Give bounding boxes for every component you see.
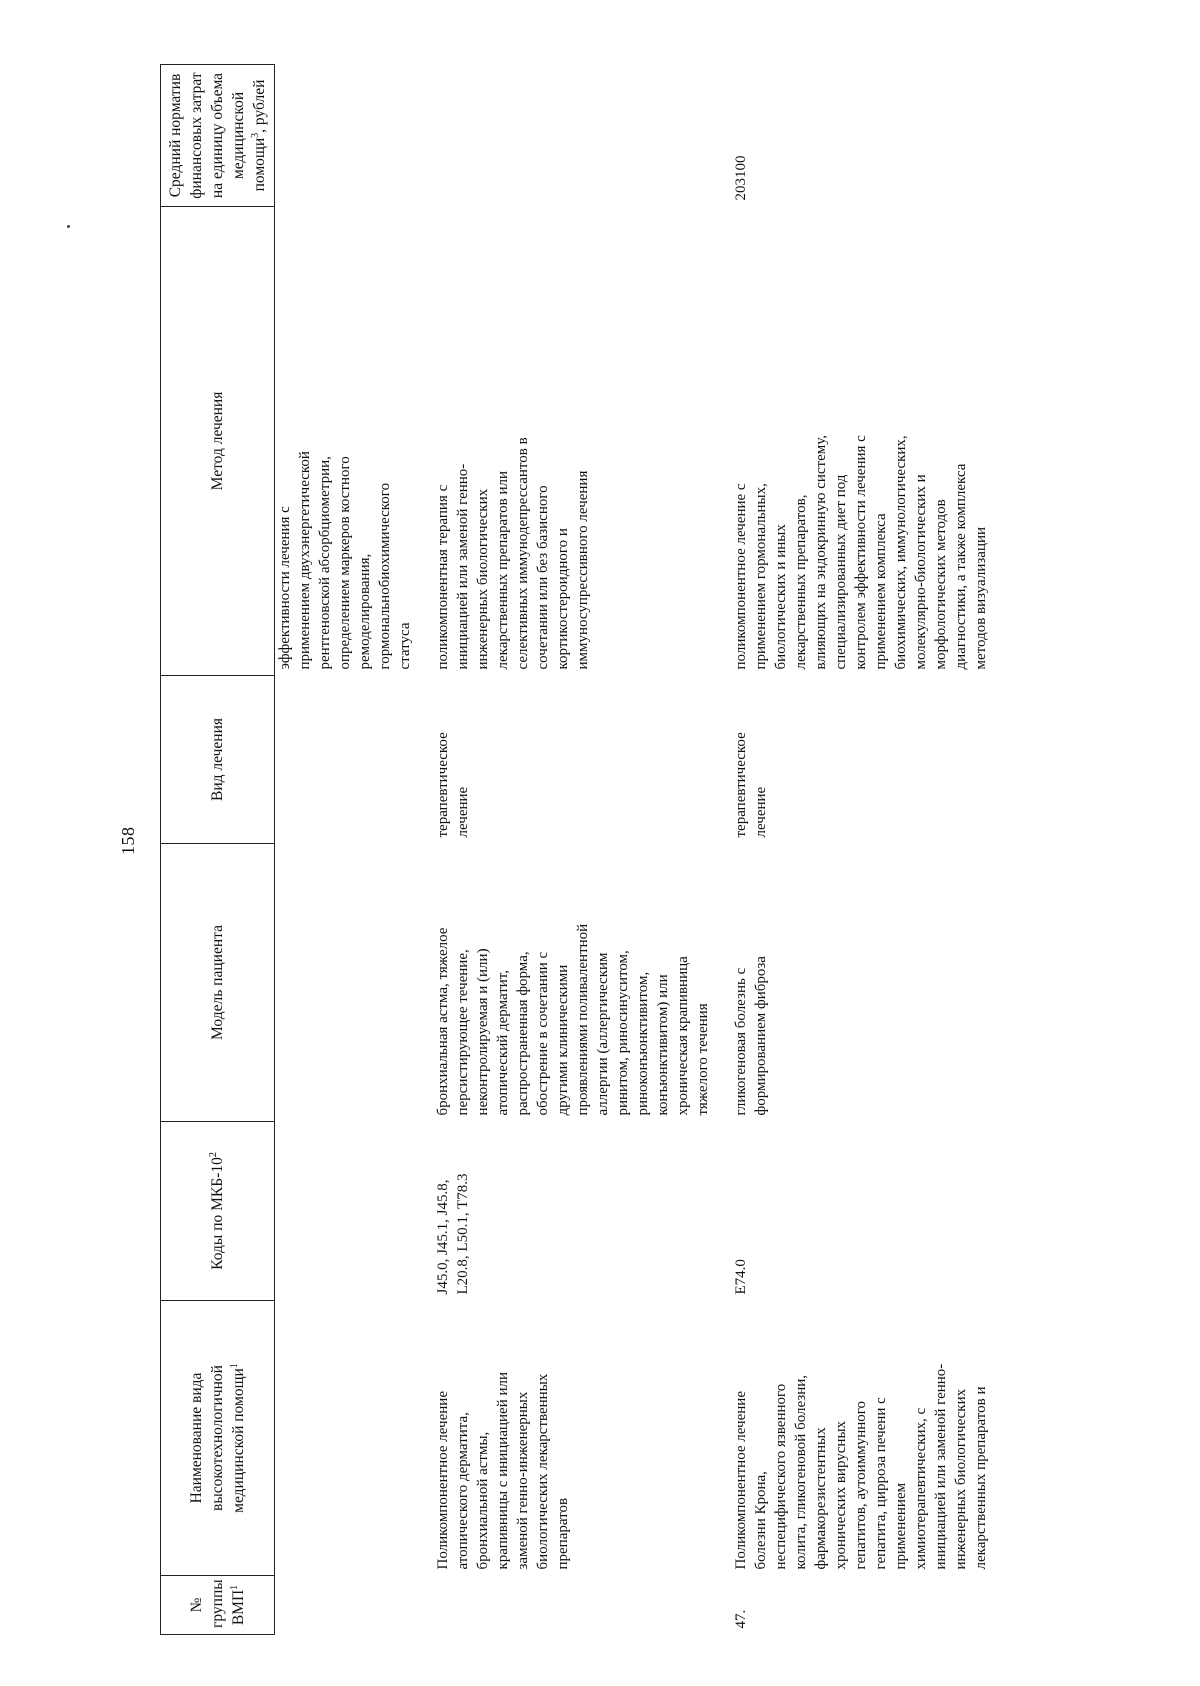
table-row <box>275 65 416 1635</box>
header-icd-codes: Коды по МКБ-$10^2$ <box>161 1122 275 1301</box>
row-1-number <box>275 1576 416 1635</box>
vmp-table <box>160 64 991 1635</box>
row-spacer <box>713 65 731 1635</box>
page-number: 158 <box>118 826 138 855</box>
row-2-codes: J45.0, J45.1, J45.8, L20.8, L50.1, T78.3 <box>435 1173 471 1295</box>
row-3-method: поликомпонентное лечение с применением гормональных, биологических и иных лекарственных препаратов, влияющих на эндокринную систему, специализированных диет под контролем эффективности лечения с применением комплекса биохимических, иммунологических, молекулярно-биологических и морфологических методов диагностики, а также комплекса методов визуализации <box>733 435 989 670</box>
row-2-cost <box>433 65 713 207</box>
table-row <box>731 65 991 1635</box>
row-2-name: Поликомпонентное лечение атопического дерматита, бронхиальной астмы, крапивницы с инициацией или заменой генно-инженерных биологических лекарственных препаратов <box>435 1371 571 1570</box>
row-1-method: эффективности лечения с применением двухэнергетической рентгеновской абсорбциометрии, определением маркеров костного ремоделирования, гормональнобиохимического статуса <box>277 451 413 670</box>
row-spacer <box>415 65 433 1635</box>
header-treatment-type: Вид лечения <box>161 676 275 844</box>
table-header-row <box>161 65 275 1635</box>
scan-speck <box>67 225 70 228</box>
header-cost-standard: Средний норматив финансовых затрат на единицу объема медицинской помощи$^3$, рублей <box>161 65 275 207</box>
row-3-patient-model: гликогеновая болезнь с формированием фиброза <box>733 956 769 1116</box>
header-care-name: Наименование вида высокотехнологичной медицинской помощи$^1$ <box>161 1301 275 1576</box>
header-treatment-method: Метод лечения <box>161 207 275 676</box>
row-2-treatment-type: терапевтическое лечение <box>435 732 471 838</box>
header-patient-model: Модель пациента <box>161 844 275 1122</box>
row-1-codes <box>275 1122 416 1301</box>
row-1-treatment-type <box>275 676 416 844</box>
row-1-name <box>275 1301 416 1576</box>
row-3-treatment-type: терапевтическое лечение <box>733 732 769 838</box>
row-2-patient-model: бронхиальная астма, тяжелое персистирующее течение, неконтролируемая и (или) атопический дерматит, распространенная форма, обострение в сочетании с другими клиническими проявлениями поливалентной аллергии (аллергическим ринитом, риносинуситом, риноконъюнктивитом, конъюнктивитом) или хроническая крапивница тяжелого течения <box>435 923 711 1116</box>
rotated-table-container <box>160 65 1040 1635</box>
row-2-method: поликомпонентная терапия с инициацией или заменой генно- инженерных биологических лекарственных препаратов или селективных иммунодепрессантов в сочетании или без базисного кортикостероидного и иммуносупрессивного лечения <box>435 437 591 670</box>
row-3-codes: E74.0 <box>733 1259 749 1295</box>
row-3-cost: 203100 <box>733 155 749 201</box>
row-1-cost <box>275 65 416 207</box>
row-3-name: Поликомпонентное лечение болезни Крона, неспецифического язвенного колита, гликогеновой болезни, фармакорезистентных хронических вирусных гепатитов, аутоиммунного гепатита, цирроза печени с применением химиотерапевтических, с инициацией или заменой генно- инженерных биологических лекарственных препаратов и <box>733 1363 989 1570</box>
header-group-number: № группы ВМП$^1$ <box>161 1576 275 1635</box>
row-3-number: 47. <box>733 1609 749 1629</box>
row-1-patient-model <box>275 844 416 1122</box>
table-row <box>433 65 713 1635</box>
row-2-number <box>433 1576 713 1635</box>
